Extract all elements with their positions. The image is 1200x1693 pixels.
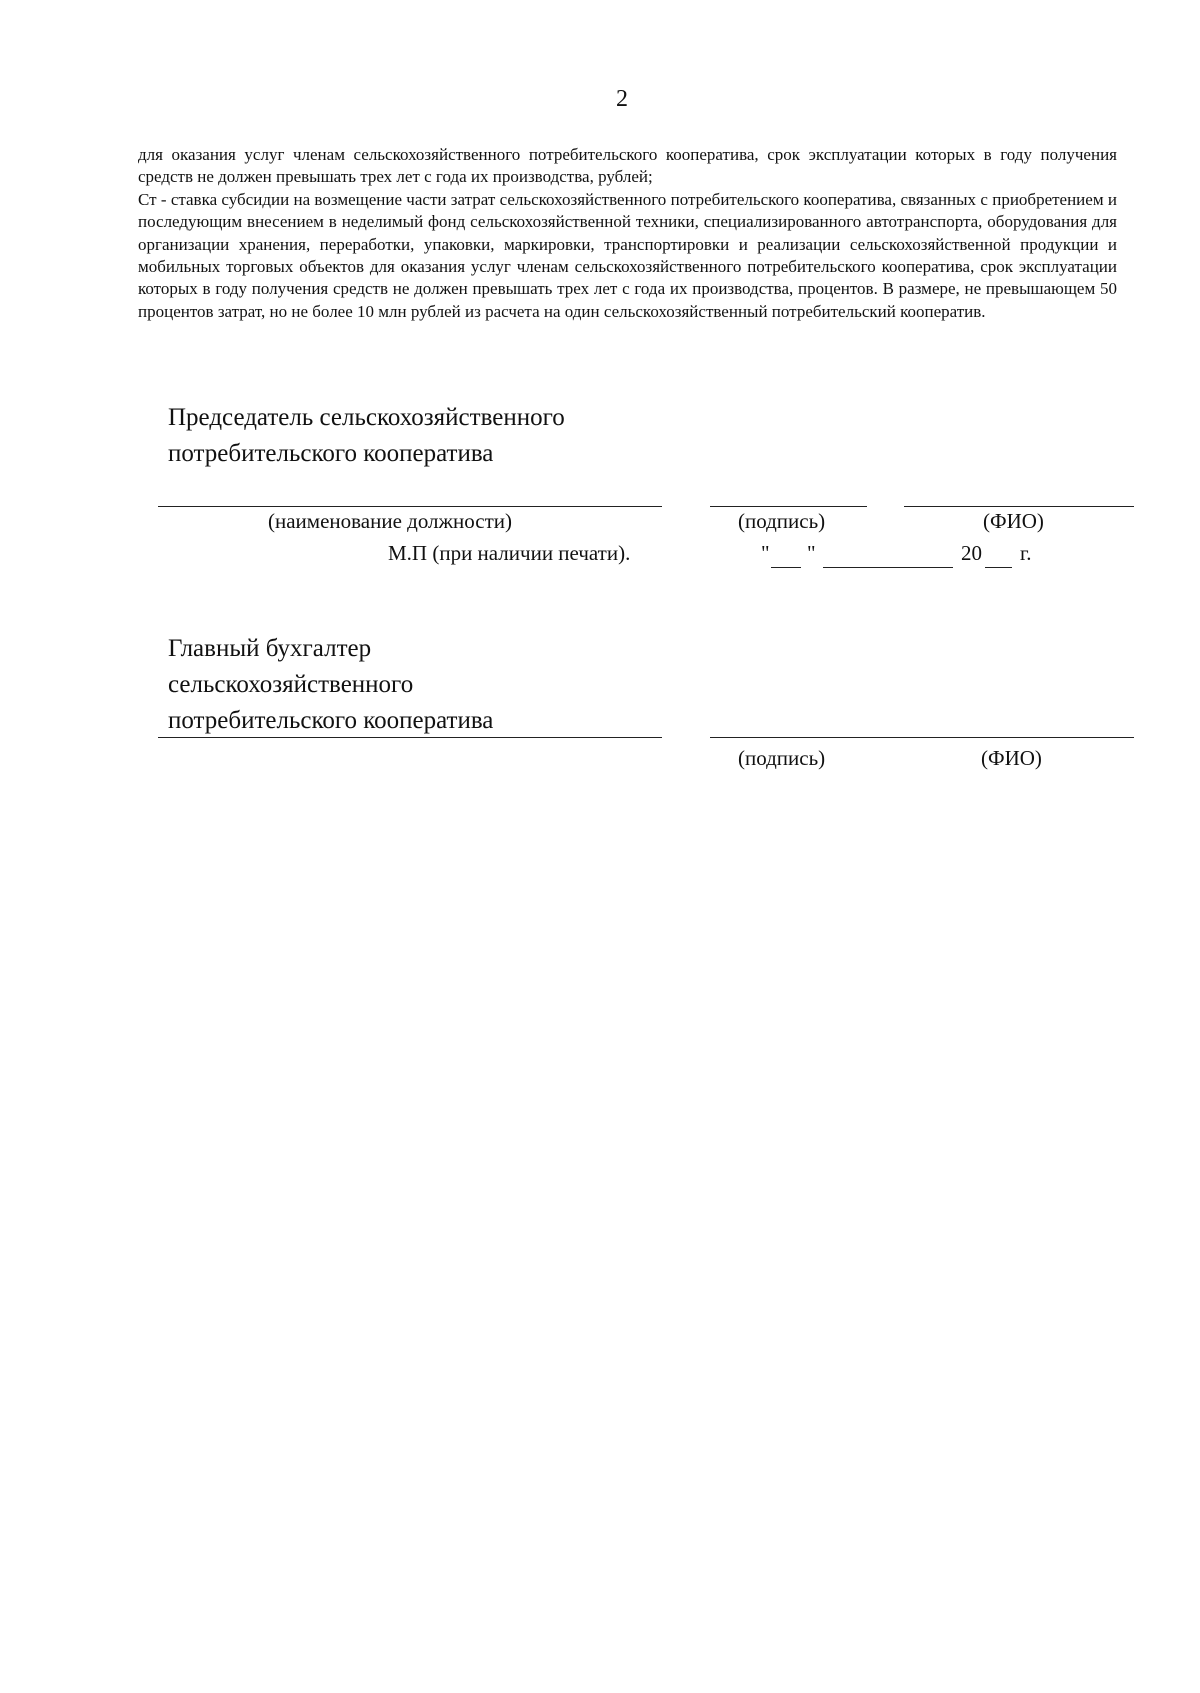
accountant-name-caption: (ФИО): [981, 746, 1042, 770]
chairman-position-line[interactable]: [158, 506, 662, 507]
body-text: [138, 144, 1117, 323]
date-year-line[interactable]: [985, 567, 1012, 568]
date-quote-open: ": [761, 541, 770, 565]
chairman-title: [168, 400, 565, 472]
accountant-title-line: [158, 737, 662, 738]
accountant-title: [168, 631, 493, 739]
accountant-signature-line[interactable]: [710, 737, 1134, 738]
chairman-title-line-2: потребительского кооператива: [168, 440, 494, 467]
date-year-suffix: г.: [1020, 541, 1032, 565]
accountant-title-line-1: Главный бухгалтер: [168, 635, 372, 662]
chairman-title-line-1: Председатель сельскохозяйственного: [168, 404, 565, 431]
chairman-position-caption: (наименование должности): [268, 509, 513, 533]
accountant-title-line-2: сельскохозяйственного: [168, 671, 414, 698]
date-year-prefix: 20: [961, 541, 982, 565]
paragraph-continuation: для оказания услуг членам сельскохозяйственного потребительского кооператива, срок эксплуатации которых в году получения средств не должен превышать трех лет с года их производства, рублей;: [138, 145, 1117, 187]
accountant-signature-caption: (подпись): [738, 746, 826, 770]
chairman-name-caption: (ФИО): [983, 509, 1044, 533]
paragraph-subsidy-rate: Ст - ставка субсидии на возмещение части затрат сельскохозяйственного потребительского кооператива, связанных с приобретением и последующим внесением в неделимый фонд сельскохозяйственной техники, специализированного автотранспорта, оборудования для организации хранения, переработки, упаковки, маркировки, транспортировки и реализации сельскохозяйственной продукции и мобильных торговых объектов для оказания услуг членам сельскохозяйственного потребительского кооператива, срок эксплуатации которых в году получения средств не должен превышать трех лет с года их производства, процентов. В размере, не превышающем 50 процентов затрат, но не более 10 млн рублей из расчета на один сельскохозяйственный потребительский кооператив.: [138, 189, 1117, 321]
accountant-title-line-3: потребительского кооператива: [168, 707, 494, 734]
page-number: 2: [616, 86, 628, 112]
date-month-line[interactable]: [823, 567, 953, 568]
date-quote-close: ": [807, 541, 816, 565]
chairman-signature-caption: (подпись): [738, 509, 826, 533]
chairman-name-line[interactable]: [904, 506, 1134, 507]
chairman-signature-line[interactable]: [710, 506, 867, 507]
stamp-caption: М.П (при наличии печати).: [388, 541, 631, 565]
date-day-line[interactable]: [771, 567, 801, 568]
